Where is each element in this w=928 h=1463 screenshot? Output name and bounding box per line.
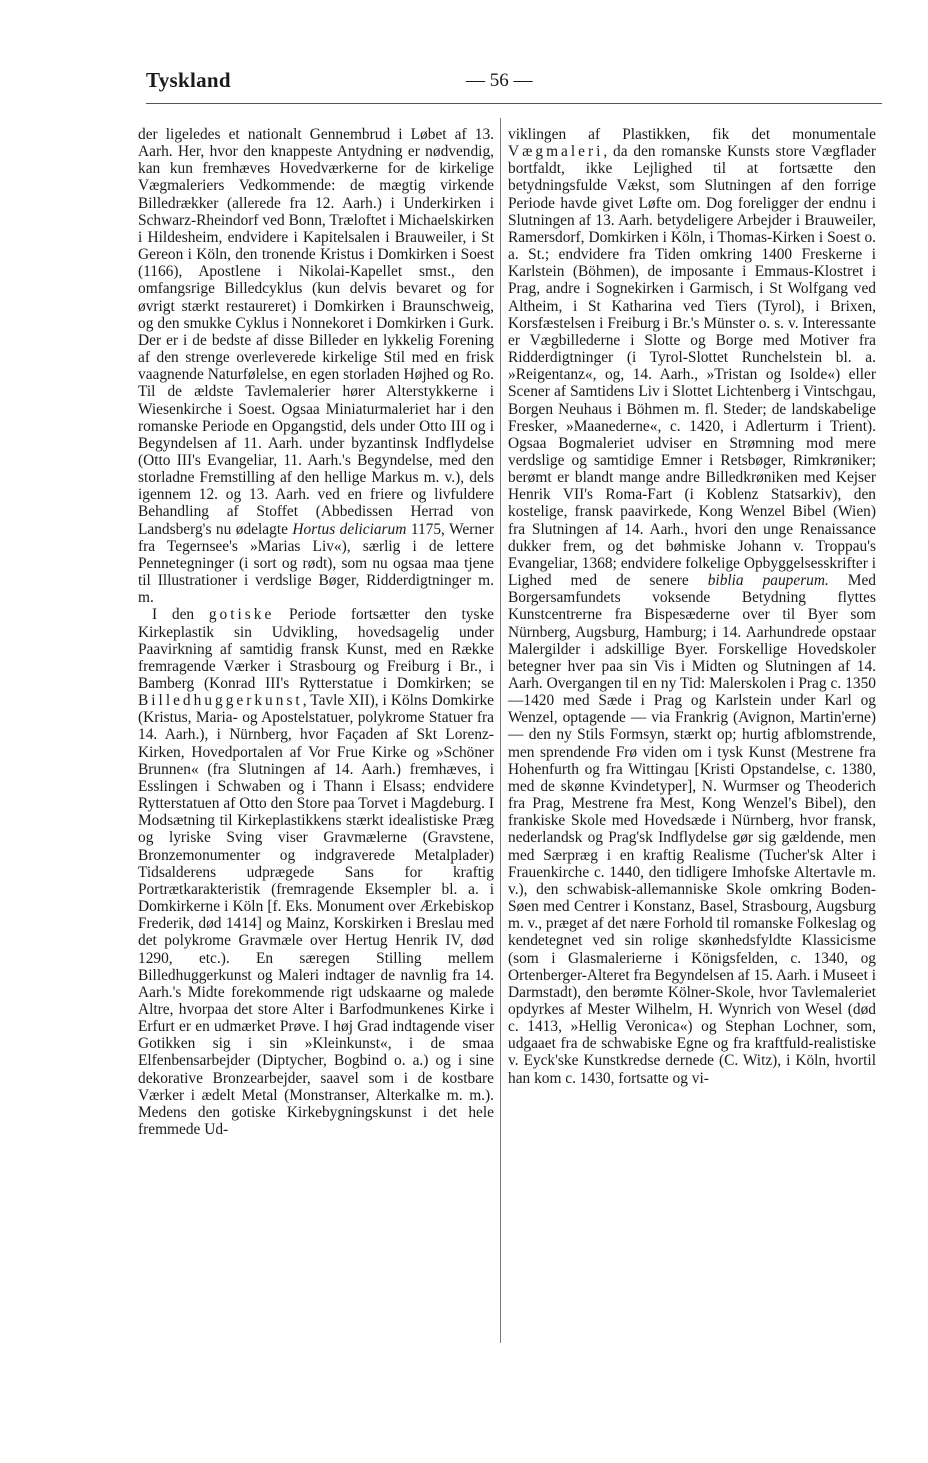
- section-title: Tyskland: [146, 68, 231, 92]
- column-divider: [500, 118, 501, 1343]
- left-column: [138, 126, 494, 1138]
- header-rule: [146, 103, 882, 104]
- paragraph: viklingen af Plastikken, fik det monumentale Vægmaleri, da den romanske Kunsts store Vægflader bortfaldt, ikke Lejlighed til at fortsætte den betydningsfulde Vækst, som Slutningen af den forrige Periode havde givet Løfte om. Dog foreligger der endnu i Slutningen af 13. Aarh. betydeligere Arbejder i Brauweiler, Ramersdorf, Domkirken i Köln, i Thomas-Kirken i Soest o. a. St.; endvidere fra Tiden omkring 1400 Freskerne i Karlstein (Böhmen), de imposante i Emmaus-Klostret i Prag, andre i Sognekirken i Garmisch, i St Wolfgang ved Altheim, i St Katharina ved Tiers (Tyrol), i Brixen, Korsfæstelsen i Freiburg i Br.'s Münster o. s. v. Interessante er Vægbillederne i Slotte og Borge med Motiver fra Ridderdigtninger (i Tyrol-Slottet Runchelstein bl. a. »Reigentanz«, og, 14. Aarh., »Tristan og Isolde«) eller Scener af Samtidens Liv i Slottet Lichtenberg i Vintschgau, Borgen Neuhaus i Böhmen m. fl. Steder; de landskabelige Fresker, »Maanederne«, c. 1420, i Adlerturm i Trient). Ogsaa Bogmaleriet udviser en Strømning mod mere verdslige og samtidige Emner i Retsbøger, Rimkrøniker; berømt er blandt mange andre Billedkrøniken med Kejser Henrik VII's Roma-Fart (i Koblenz Statsarkiv), den kostelige, fransk paavirkede, Kong Wenzel Bibel (Wien) fra Slutningen af 14. Aarh., hvori den unge Renaissance dukker frem, og det bøhmiske Johann v. Troppau's Evangeliar, 1368; endvidere folkelige Opbyggelsesskrifter i Lighed med de senere biblia pauperum. Med Borgersamfundets voksende Betydning flyttes Kunstcentrerne fra Bispesæderne over til Byer som Nürnberg, Augsburg, Hamburg; i 14. Aarhundrede opstaar Malergilder i adskillige Byer. Forskellige Hovedskoler betegner hver paa sin Vis i Midten og Slutningen af 14. Aarh. Overgangen til en ny Tid: Malerskolen i Prag c. 1350—1420 med Sæde i Prag og Karlstein under Karl og Wenzel, optagende — via Frankrig (Avignon, Martin'erne) — den ny Stils Formsyn, stærkt op; hurtig afblomstrende, men sprendende Frø viden om i tysk Kunst (Mestrene fra Hohenfurth og fra Wittingau [Kristi Opstandelse, c. 1380, med de skønne Kvindetyper], N. Wurmser og Theoderich fra Prag, Mestrene fra Mest, Kong Wenzel's Bibel), den frankiske Skole med Hovedsæde i Nürnberg, hvor fransk, nederlandsk og Prag'sk Indflydelse gør sig gældende, men med Særpræg i en kraftig Realisme (Tucher'sk Alter i Frauenkirche c. 1440, den tidligere Imhofske Altertavle m. v.), den schwabisk-allemanniske Skole omkring Boden-Søen med Centrer i Konstanz, Basel, Strasbourg, Augsburg m. v., præget af det nære Forhold til romanske Folkeslag og kendetegnet ved sin rolige skønhedsfyldte Klassicisme (som i Glasmalerierne i Königsfelden, c. 1340, og Ortenberger-Alteret fra Begyndelsen af 15. Aarh. i Museet i Darmstadt), den berømte Kölner-Skole, hvor Tavlemaleriet opdyrkes af Mester Wilhelm, H. Wynrich von Wesel (død c. 1413, »Hellig Veronica«) og Stephan Lochner, som, udgaaet fra de schwabiske Egne og fra kraftfuld-realistiske v. Eyck'ske Kunstkredse dernede (C. Witz), i Köln, hvortil han kom c. 1430, fortsatte og vi-: [508, 126, 877, 1087]
- book-title: Hortus deliciarum: [292, 520, 407, 538]
- cross-reference: Billedhuggerkunst: [138, 692, 303, 710]
- right-column: [508, 126, 876, 1087]
- page-number: — 56 —: [466, 70, 533, 91]
- emphasized-term: Vægmaleri: [508, 143, 604, 161]
- emphasized-term: gotiske: [208, 606, 275, 624]
- book-title: biblia pauperum.: [707, 572, 829, 590]
- page-header: [146, 68, 886, 98]
- paragraph: I den gotiske Periode fortsætter den tyske Kirkeplastik sin Udvikling, hovedsagelig under Paavirkning af samtidig fransk Kunst, med en Række fremragende Værker i Strasbourg og Freiburg i Br., i Bamberg (Konrad III's Rytterstatue i Domkirken; se Billedhuggerkunst, Tavle XII), i Kölns Domkirke (Kristus, Maria- og Apostelstatuer, polykrome Statuer fra 14. Aarh.), i Nürnberg, hvor Façaden af Skt Lorenz-Kirken, Hovedportalen af Vor Frue Kirke og »Schöner Brunnen« (fra Slutningen af 14. Aarh.) fremhæves, i Esslingen i Schwaben og i Thann i Elsass; endvidere Rytterstatuen af Otto den Store paa Torvet i Magdeburg. I Modsætning til Kirkeplastikkens stærkt idealistiske Præg og lyriske Sving viser Gravmælerne (Gravstene, Bronzemonumenter og indgraverede Metalplader) Tidsalderens udprægede Sans for kraftig Portrætkarakteristik (fremragende Eksempler bl. a. i Domkirkerne i Köln [f. Eks. Monument over Ærkebiskop Frederik, død 1414] og Mainz, Korskirken i Breslau med det polykrome Gravmæle over Hertug Henrik IV, død 1290, etc.). En særegen Stilling mellem Billedhuggerkunst og Maleri indtager de navnlig fra 14. Aarh.'s Midte forekommende rigt udskaarne og malede Altre, hvorpaa det store Alter i Barfodmunkenes Kirke i Erfurt er en udmærket Prøve. I høj Grad indtagende viser Gotikken sig i sin »Kleinkunst«, i de smaa Elfenbensarbejder (Diptycher, Bogbind o. a.) og i sine dekorative Bronzearbejder, saavel som i de kostbare Værker i ædelt Metal (Monstranser, Alterkalke m. m.). Medens den gotiske Kirkebygningskunst i det hele fremmede Ud-: [138, 606, 494, 1139]
- paragraph: der ligeledes et nationalt Gennembrud i Løbet af 13. Aarh. Her, hvor den knappeste Antydning er nødvendig, kan kun fremhæves Hovedværkerne for de kirkelige Vægmaleriers Vedkommende: de mægtig virkende Billedrækker (allerede fra 12. Aarh.) i Underkirken i Schwarz-Rheindorf ved Bonn, Træloftet i Michaelskirken i Hildesheim, endvidere i Kapitelsalen i Brauweiler, i St Gereon i Köln, den tronende Kristus i Domkirken i Soest (1166), Apostlene i Nikolai-Kapellet smst., den omfangsrige Billedcyklus (kun delvis bevaret og for øvrigt stærkt restaureret) i Domkirken i Braunschweig, og den smukke Cyklus i Nonnekoret i Domkirken i Gurk. Der er i de bedste af disse Billeder en lykkelig Forening af den strenge overleverede kirkelige Stil med en frisk vaagnende Naturfølelse, en egen storladen Højhed og Ro. Til de ældste Tavlemalerier hører Alterstykkerne i Wiesenkirche i Soest. Ogsaa Miniaturmaleriet har i den romanske Periode en Opgangstid, dels under Otto III og i Begyndelsen af 11. Aarh. under byzantinsk Indflydelse (Otto III's Evangeliar, 11. Aarh.'s Begyndelse, med den storladne Fremstilling af den hellige Markus m. v.), dels igennem 12. og 13. Aarh. ved en friere og livfuldere Behandling af Stoffet (Abbedissen Herrad von Landsberg's nu ødelagte Hortus deliciarum 1175, Werner fra Tegernsee's »Marias Liv«), særlig i de lettere Pennetegninger (i sort og rødt), som nu ogsaa maa tjene til Illustrationer i verdslige Bøger, Ridderdigtninger m. m.: [138, 126, 494, 607]
